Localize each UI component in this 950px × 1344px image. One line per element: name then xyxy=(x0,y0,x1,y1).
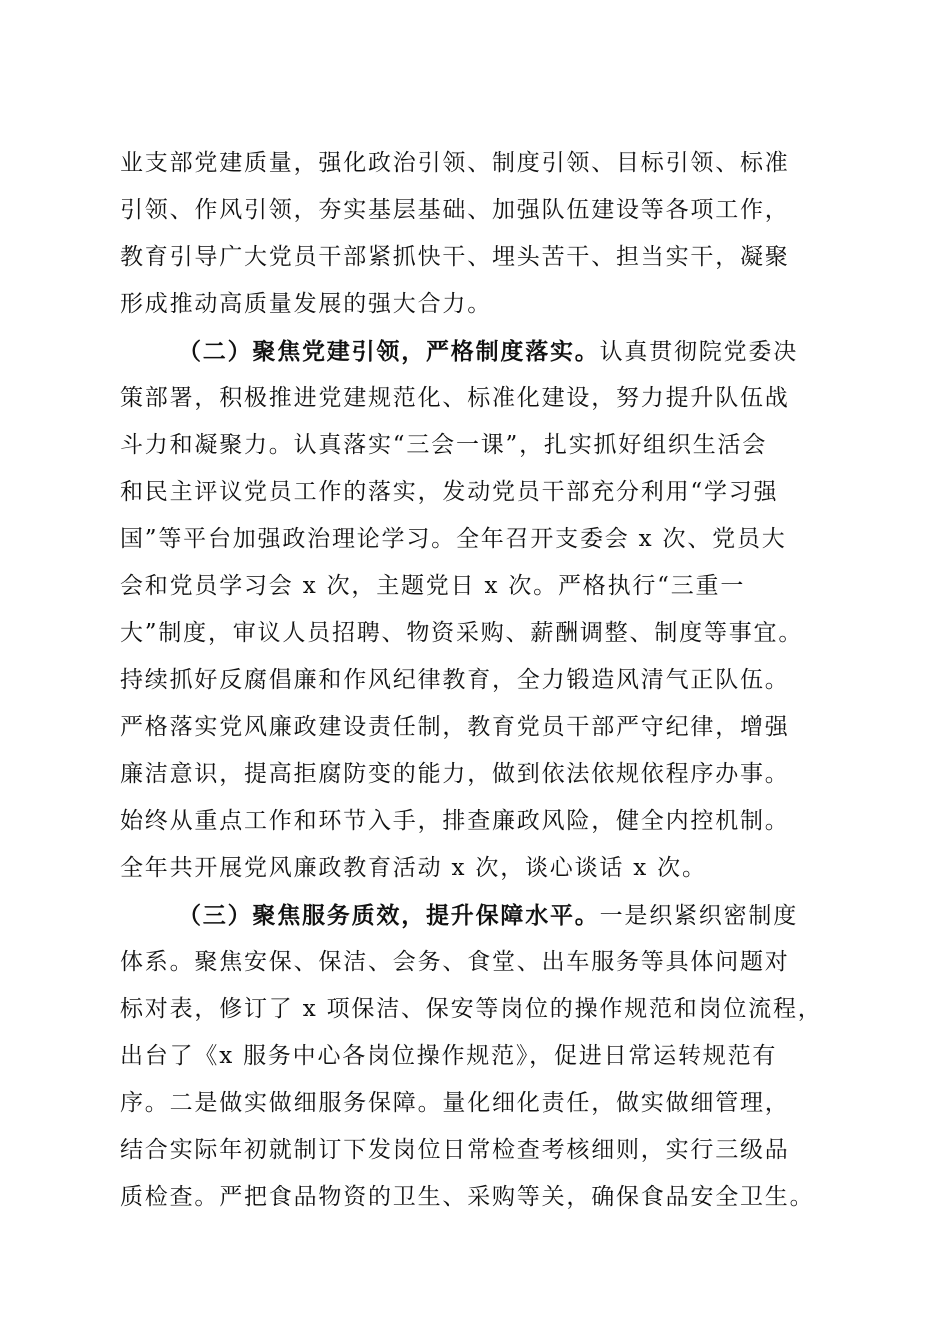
text-line: 国”等平台加强政治理论学习。全年召开支委会 x 次、党员大 xyxy=(120,526,787,552)
text-line: 持续抓好反腐倡廉和作风纪律教育，全力锻造风清气正队伍。 xyxy=(120,667,790,693)
text-line: 体系。聚焦安保、保洁、会务、食堂、出车服务等具体问题对 xyxy=(120,949,790,975)
section-heading-2: （二）聚焦党建引领，严格制度落实。 xyxy=(178,338,600,365)
text-line: 引领、作风引领，夯实基层基础、加强队伍建设等各项工作， xyxy=(120,197,790,223)
paragraph-first-line xyxy=(120,328,840,375)
text-segment: 一是织紧织密制度 xyxy=(599,903,799,929)
text-line: 质检查。严把食品物资的卫生、采购等关，确保食品安全卫生。 xyxy=(120,1184,815,1210)
paragraph-3 xyxy=(120,892,840,1221)
text-line: 出台了《x 服务中心各岗位操作规范》，促进日常运转规范有 xyxy=(120,1043,778,1069)
paragraph-first-line xyxy=(120,892,840,939)
text-line: 教育引导广大党员干部紧抓快干、埋头苦干、担当实干，凝聚 xyxy=(120,244,790,270)
text-line: 和民主评议党员工作的落实，发动党员干部充分利用“学习强 xyxy=(120,479,779,505)
text-line: 斗力和凝聚力。认真落实“三会一课”，扎实抓好组织生活会 xyxy=(120,432,768,458)
text-line: 大”制度，审议人员招聘、物资采购、薪酬调整、制度等事宜。 xyxy=(120,620,804,646)
text-line: 会和党员学习会 x 次，主题党日 x 次。严格执行“三重一 xyxy=(120,573,746,599)
text-line: 形成推动高质量发展的强大合力。 xyxy=(120,291,492,317)
paragraph-1 xyxy=(120,140,840,328)
section-heading-3: （三）聚焦服务质效，提升保障水平。 xyxy=(178,902,600,929)
text-segment: 认真贯彻院党委决 xyxy=(599,339,799,365)
text-line: 标对表，修订了 x 项保洁、保安等岗位的操作规范和岗位流程， xyxy=(120,996,823,1022)
text-line: 严格落实党风廉政建设责任制，教育党员干部严守纪律，增强 xyxy=(120,714,790,740)
text-line: 策部署，积极推进党建规范化、标准化建设，努力提升队伍战 xyxy=(120,385,790,411)
text-line: 业支部党建质量，强化政治引领、制度引领、目标引领、标准 xyxy=(120,150,790,176)
text-line: 全年共开展党风廉政教育活动 x 次，谈心谈话 x 次。 xyxy=(120,855,707,881)
text-line: 序。二是做实做细服务保障。量化细化责任，做实做细管理， xyxy=(120,1090,790,1116)
text-line: 始终从重点工作和环节入手，排查廉政风险，健全内控机制。 xyxy=(120,808,790,834)
text-line: 结合实际年初就制订下发岗位日常检查考核细则，实行三级品 xyxy=(120,1137,790,1163)
paragraph-2 xyxy=(120,328,840,892)
text-line: 廉洁意识，提高拒腐防变的能力，做到依法依规依程序办事。 xyxy=(120,761,790,787)
body-text xyxy=(120,140,840,1221)
